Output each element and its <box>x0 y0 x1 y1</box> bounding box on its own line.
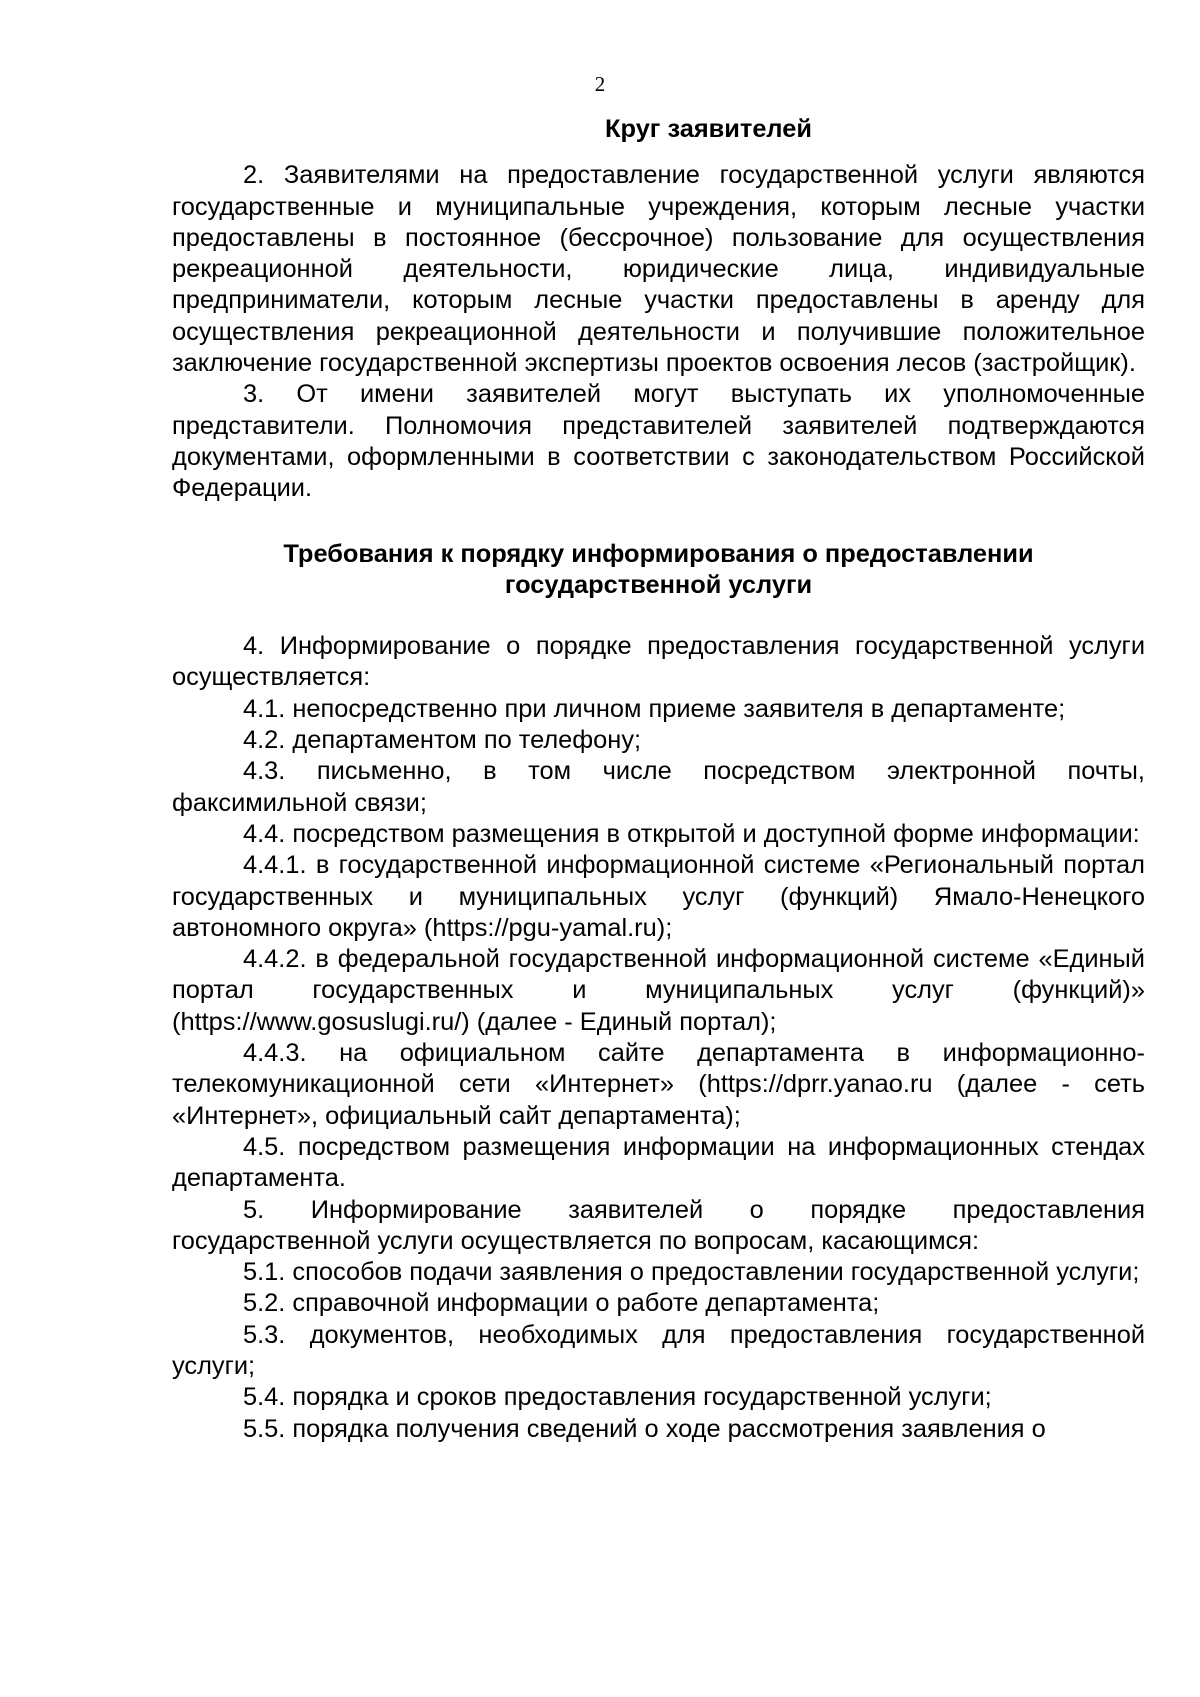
paragraph-3: 3. От имени заявителей могут выступать их уполномоченные представители. Полномочия представителей заявителей подтверждаются документами, оформленными в соответствии с законодательством Российской Федерации. <box>172 380 1145 503</box>
paragraph-5-5: 5.5. порядка получения сведений о ходе рассмотрения заявления о <box>243 1414 1046 1443</box>
paragraph-4-5: 4.5. посредством размещения информации на информационных стендах департамента. <box>172 1132 1145 1193</box>
paragraph-4: 4. Информирование о порядке предоставления государственной услуги осуществляется: <box>172 632 1145 692</box>
paragraph-4-4: 4.4. посредством размещения в открытой и доступной форме информации: <box>243 819 1140 848</box>
paragraph-5-4: 5.4. порядка и сроков предоставления государственной услуги; <box>243 1383 992 1412</box>
document-body <box>172 114 1145 1445</box>
section-applicants <box>172 160 1145 504</box>
paragraph-4-4-1: 4.4.1. в государственной информационной системе «Региональный портал государственных и муниципальных услуг (функций) Ямало-Ненецкого автономного округа» (https://pgu-yamal.ru); <box>172 851 1145 942</box>
paragraph-5: 5. Информирование заявителей о порядке предоставления государственной услуги осуществляется по вопросам, касающимся: <box>172 1195 1145 1255</box>
paragraph-4-4-3: 4.4.3. на официальном сайте департамента в информационно-телекомуникационной сети «Интернет» (https://dprr.yanao.ru (далее - сеть «Интернет», официальный сайт департамента); <box>172 1039 1145 1130</box>
section-informing <box>172 631 1145 1445</box>
paragraph-4-2: 4.2. департаментом по телефону; <box>243 726 642 755</box>
paragraph-5-2: 5.2. справочной информации о работе департамента; <box>243 1289 880 1318</box>
section-heading-informing-line-1: Требования к порядку информирования о предоставлении <box>283 539 1034 568</box>
paragraph-5-3: 5.3. документов, необходимых для предоставления государственной услуги; <box>172 1320 1145 1380</box>
paragraph-5-1: 5.1. способов подачи заявления о предоставлении государственной услуги; <box>243 1258 1140 1287</box>
paragraph-2: 2. Заявителями на предоставление государственной услуги являются государственные и муниципальные учреждения, которым лесные участки предоставлены в постоянное (бессрочное) пользование для осуществления рекреационной деятельности, юридические лица, индивидуальные предприниматели, которым лесные участки предоставлены в аренду для осуществления рекреационной деятельности и получившие положительное заключение государственной экспертизы проектов освоения лесов (застройщик). <box>172 161 1145 378</box>
section-heading-informing-line-2: государственной услуги <box>504 570 813 599</box>
paragraph-4-3: 4.3. письменно, в том числе посредством электронной почты, факсимильной связи; <box>172 757 1145 817</box>
section-heading-applicants: Круг заявителей <box>605 115 812 143</box>
section-heading-informing <box>172 539 1145 602</box>
page-number: 2 <box>594 72 606 96</box>
paragraph-4-1: 4.1. непосредственно при личном приеме заявителя в департаменте; <box>243 694 1066 723</box>
paragraph-4-4-2: 4.4.2. в федеральной государственной информационной системе «Единый портал государственных и муниципальных услуг (функций)» (https://www.gosuslugi.ru/) (далее - Единый портал); <box>172 945 1145 1036</box>
